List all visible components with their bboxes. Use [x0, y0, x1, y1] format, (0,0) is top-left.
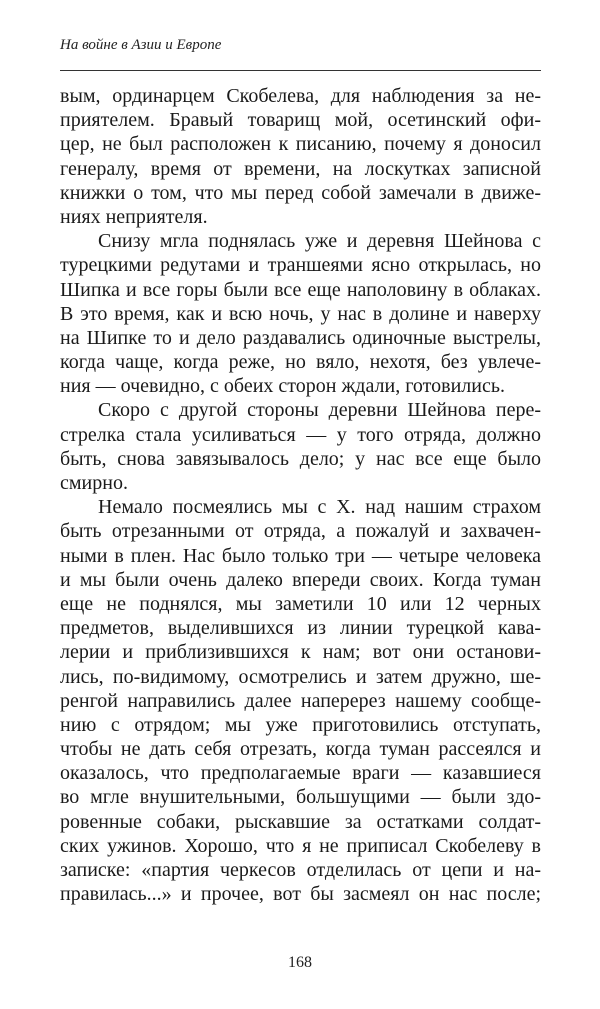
- text-line: когда чаще, когда реже, но вяло, нехотя, без увлече-: [60, 351, 541, 374]
- text-line: оказалось, что предполагаемые враги — казавшиеся: [60, 762, 541, 785]
- text-line: во мгле внушительными, большущими — были здо-: [60, 786, 541, 809]
- text-line: быть, снова завязывалось дело; у нас все еще было: [60, 447, 541, 470]
- text-line: ниях неприятеля.: [60, 205, 208, 228]
- text-line: Скоро с другой стороны деревни Шейнова пере-: [98, 399, 541, 422]
- text-line: ровенные собаки, рыскавшие за остатками солдат-: [60, 810, 541, 833]
- text-line: еще не поднялся, мы заметили 10 или 12 черных: [60, 592, 541, 615]
- text-line: Снизу мгла поднялась уже и деревня Шейнова с: [98, 230, 541, 253]
- text-line: цер, не был расположен к писанию, почему я доносил: [60, 133, 541, 156]
- text-line: приятелем. Бравый товарищ мой, осетинский офи-: [60, 109, 541, 132]
- text-line: смирно.: [60, 472, 128, 494]
- text-line: Шипка и все горы были все еще наполовину в облаках.: [60, 278, 541, 301]
- text-line: Немало посмеялись мы с Х. над нашим страхом: [98, 496, 541, 519]
- body-text: [60, 84, 541, 906]
- text-line: книжки о том, что мы перед собой замечали в движе-: [60, 181, 541, 204]
- text-line: ских ужинов. Хорошо, что я не приписал Скобелеву в: [60, 834, 541, 857]
- header-rule: [60, 70, 541, 71]
- text-line: ния — очевидно, с обеих сторон ждали, готовились.: [60, 375, 505, 398]
- text-line: турецкими редутами и траншеями ясно открылась, но: [60, 254, 541, 277]
- text-line: вым, ординарцем Скобелева, для наблюдения за не-: [60, 85, 541, 107]
- text-line: ными в плен. Нас было только три — четыре человека: [60, 544, 541, 567]
- text-line: ренгой направились далее наперерез нашему сообще-: [60, 689, 541, 712]
- text-line: лись, по-видимому, осмотрелись и затем дружно, ше-: [60, 665, 541, 688]
- text-line: на Шипке то и дело раздавались одиночные выстрелы,: [60, 326, 541, 349]
- text-line: записке: «партия черкесов отделилась от цепи и на-: [60, 859, 541, 881]
- text-line: нию с отрядом; мы уже приготовились отступать,: [60, 713, 541, 736]
- text-line: и мы были очень далеко впереди своих. Когда туман: [60, 568, 541, 591]
- text-line: быть отрезанными от отряда, а пожалуй и захвачен-: [60, 520, 541, 543]
- page-number: 168: [288, 954, 312, 971]
- running-head: На войне в Азии и Европе: [60, 37, 222, 53]
- text-line: чтобы не дать себя отрезать, когда туман рассеялся и: [60, 738, 541, 761]
- text-line: предметов, выделившихся из линии турецкой кава-: [60, 617, 541, 640]
- text-line: правилась...» и прочее, вот бы засмеял он нас после;: [60, 883, 541, 906]
- text-line: В это время, как и всю ночь, у нас в долине и наверху: [60, 302, 541, 325]
- text-line: стрелка стала усиливаться — у того отряда, должно: [60, 423, 541, 446]
- text-line: лерии и приблизившихся к нам; вот они останови-: [60, 641, 541, 664]
- text-line: генералу, время от времени, на лоскутках записной: [60, 157, 541, 180]
